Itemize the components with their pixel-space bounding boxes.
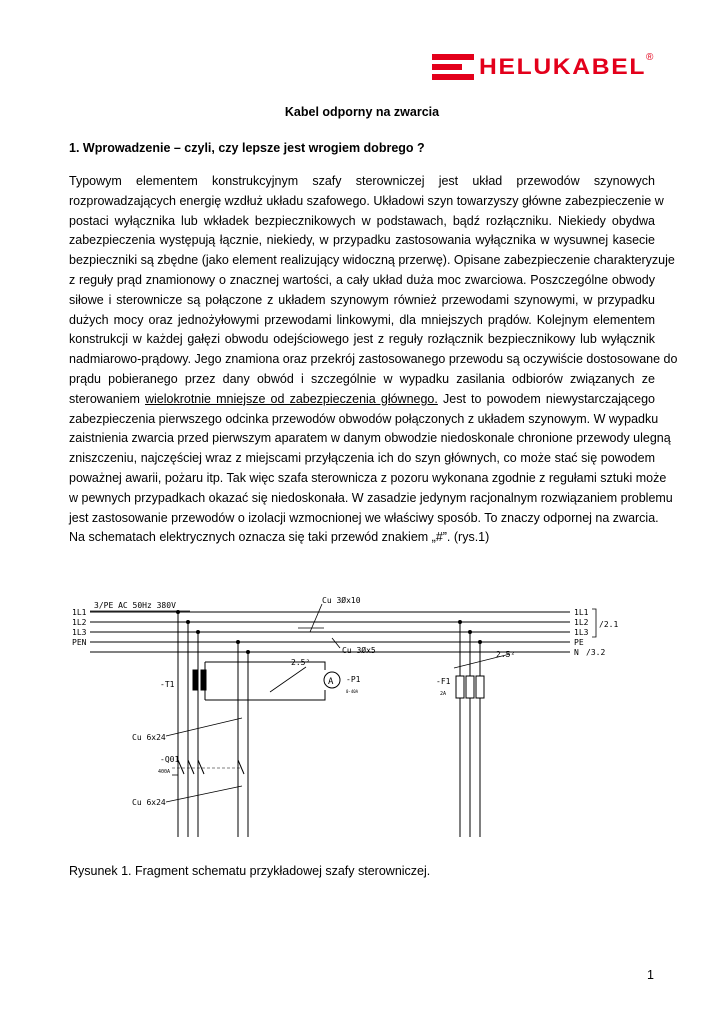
cable-label: Cu 3Øx10 — [322, 596, 361, 605]
section-heading: 1. Wprowadzenie – czyli, czy lepsze jest wrogiem dobrego ? — [69, 141, 425, 155]
paragraph-line-underlined — [69, 390, 655, 410]
bus-label-right: 1L2 — [574, 618, 589, 627]
ref-label: /2.1 — [599, 620, 619, 629]
page-number: 1 — [647, 968, 654, 982]
bus-label-left: 1L3 — [72, 628, 87, 637]
fuse-icon — [456, 676, 464, 698]
paragraph-line: poważnej awarii, pożaru itp. Tak więc szafa sterownicza z pozoru wykonana zgodnie z regułami sztuki może — [69, 470, 667, 485]
cable-label: Cu 6x24 — [132, 733, 166, 742]
bus-label-right: PE — [574, 638, 584, 647]
paragraph-line: zabezpieczenia występują łącznie, niekiedy, w przypadku zastosowania wyłącznika w wysuwnej kasecie — [69, 233, 655, 248]
document-title: Kabel odporny na zwarcia — [284, 105, 440, 119]
registered-mark: ® — [646, 52, 654, 63]
meter-range: 0-40A — [346, 689, 359, 694]
body-paragraph — [69, 172, 678, 548]
paragraph-line: nadmiarowo-prądowy. Jego znamiona oraz przekrój zastosowanego przewodu są oczywiście dostosowane do — [69, 352, 678, 367]
paragraph-line: w pewnych przypadkach okazać się niedoskonała. W zasadzie jedynym racjonalnym rozwiązaniem problemu — [69, 490, 673, 505]
bus-label-right: N — [574, 648, 579, 657]
helukabel-logo — [432, 54, 654, 80]
bus-label-left: 1L1 — [72, 608, 87, 617]
q01-label: -Q01 — [160, 755, 180, 764]
t1-label: -T1 — [160, 680, 175, 689]
brand-name: HELUKABEL — [479, 54, 647, 79]
q01-rating: 400A — [158, 769, 171, 775]
underlined-phrase: wielokrotnie mniejsze od zabezpieczenia głównego. — [144, 391, 438, 406]
paragraph-line: siłowe i sterownicze są połączone z układem szynowym również przewodami szynowymi, w przypadku — [69, 292, 655, 307]
paragraph-line: jest zastosowanie przewodów o izolacji wzmocnionej we właściwy sposób. To znaczy odpornej na zwarcia. — [69, 510, 659, 525]
figure-caption: Rysunek 1. Fragment schematu przykładowej szafy sterowniczej. — [69, 864, 431, 878]
paragraph-line: zaistnienia zwarcia przed pierwszym aparatem w danym obwodzie niedoskonale chronione przewody ulegną — [69, 431, 671, 446]
cable-label: Cu 3Øx5 — [342, 646, 376, 655]
f1-rating: 2A — [440, 691, 447, 697]
paragraph-line: zabezpieczenia pierwszego odcinka przewodów obwodów połączonych z układem szynowym. W wypadku — [69, 411, 659, 426]
schematic-diagram — [70, 592, 630, 847]
paragraph-line: zniszczeniu, najczęściej wraz z miejscami przyłączenia ich do szyn głównych, co może stać się powodem — [69, 451, 655, 466]
fuse-icon — [476, 676, 484, 698]
bus-label-left: PEN — [72, 638, 87, 647]
paragraph-line: bezpieczniki są zbędne (jako element realizujący widoczną przerwę). Opisane zabezpieczenie charakteryzuje — [69, 253, 675, 268]
ammeter-symbol: A — [328, 677, 334, 687]
bus-label-right: 1L3 — [574, 628, 589, 637]
line-text: sterowaniem — [69, 391, 145, 406]
paragraph-line: rozprowadzających energię wzdłuż układu szafowego. Układowi szyn towarzyszy główne zabezpieczenie w — [69, 193, 664, 208]
paragraph-line: konstrukcji w każdej gałęzi obwodu odejściowego jest z reguły rozłącznik bezpiecznikowy lub wyłącznik — [69, 332, 655, 347]
cross-label: 2.5² — [291, 658, 311, 667]
cross-label: 2.5² — [496, 650, 516, 659]
p1-label: -P1 — [346, 675, 361, 684]
fuse-icon — [466, 676, 474, 698]
paragraph-line: z reguły prąd znamionowy o znacznej wartości, a cały układ duża moc zwarciowa. Poszczególne obwody — [69, 272, 655, 287]
line-text: Jest to powodem niewystarczającego — [437, 391, 655, 406]
paragraph-line: postaci wyłącznika lub wkładek bezpiecznikowych w podstawach, bądź rozłączniku. Niekiedy obydwa — [69, 213, 655, 228]
paragraph-line: Na schematach elektrycznych oznacza się taki przewód znakiem „#”. (rys.1) — [69, 530, 490, 545]
ref-label: /3.2 — [586, 648, 606, 657]
bus-label-right: 1L1 — [574, 608, 589, 617]
paragraph-line: prądu pobieranego przez dany obwód i szczególnie w wypadku zasilania odbiorów związanych ze — [69, 371, 655, 386]
f1-label: -F1 — [436, 677, 451, 686]
paragraph-line: dużych mocy oraz jednożyłowymi przewodami linkowymi, dla mniejszych prądów. Kolejnym elementem — [69, 312, 655, 327]
helukabel-logo-mark-icon — [432, 54, 474, 80]
bus-label-left: 1L2 — [72, 618, 87, 627]
paragraph-line: Typowym elementem konstrukcyjnym szafy sterowniczej jest układ przewodów szynowych — [69, 174, 655, 188]
cable-label: Cu 6x24 — [132, 798, 166, 807]
supply-label: 3/PE AC 50Hz 380V — [94, 601, 176, 610]
